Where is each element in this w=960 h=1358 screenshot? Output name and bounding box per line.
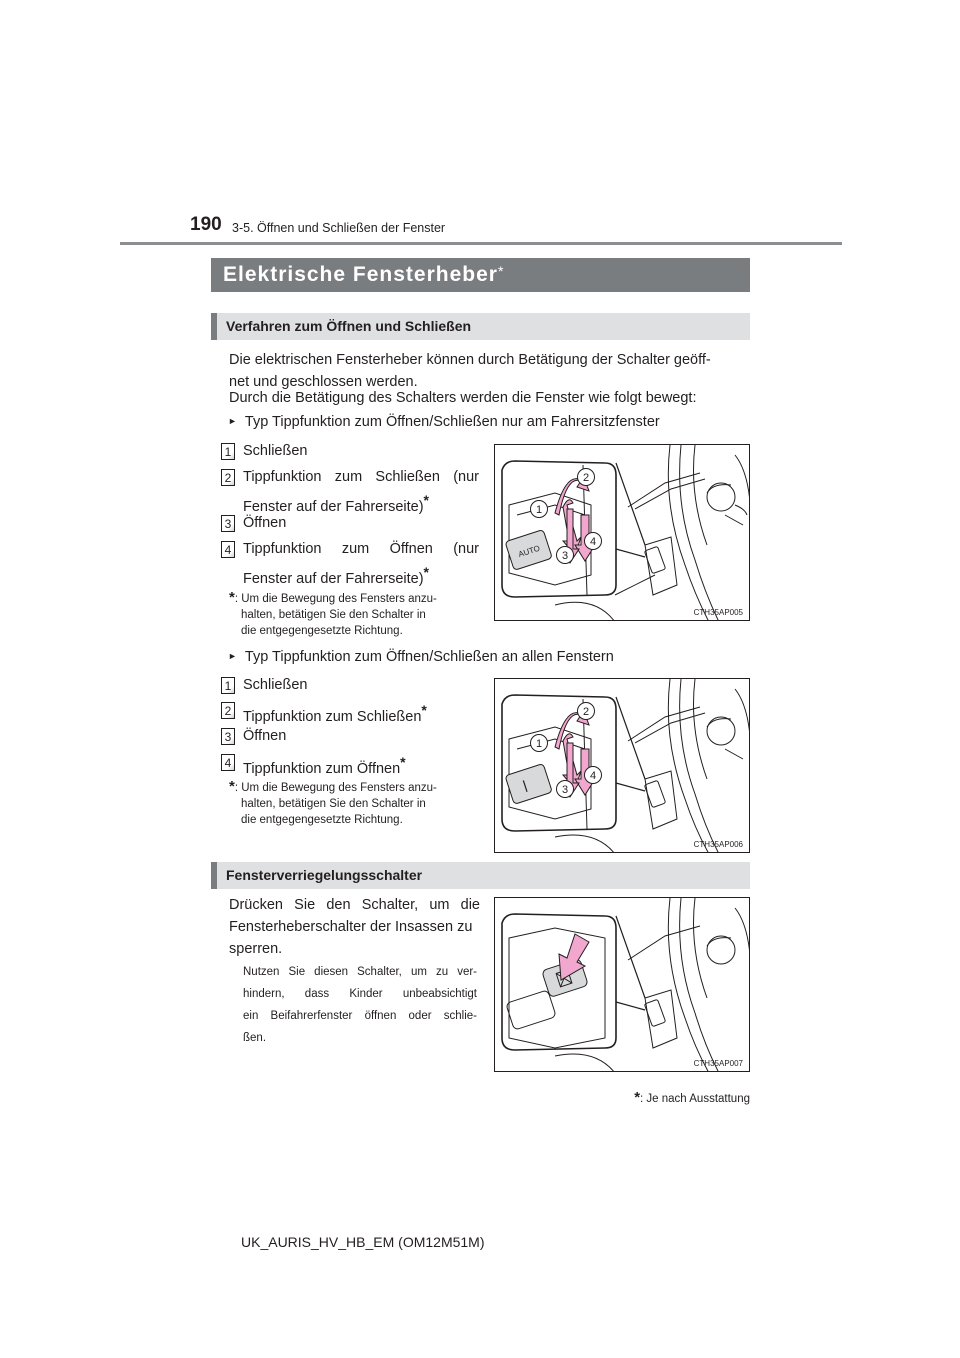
svg-text:4: 4 [589,770,597,782]
section-title: Elektrische Fensterheber [223,263,498,286]
bullet-type-driver-only: ► Typ Tippfunktion zum Öffnen/Schließen nur am Fahrersitzfenster [228,414,660,430]
bullet-type-all-windows: ► Typ Tippfunktion zum Öffnen/Schließen an allen Fenstern [228,649,614,665]
lock-note-line-3: ein Beifahrerfenster öffnen oder schlie- [243,1010,477,1022]
optional-equipment-mark: * [497,263,505,279]
item-label: Öffnen [243,515,287,531]
item-label: Tippfunktion zum Schließen (nur [243,469,479,485]
subheading-bar-lock-switch [211,862,750,889]
footnote-stop-motion: *: Um die Bewegung des Fensters anzu- halten, betätigen Sie den Schalter in die entgegengesetzte Richtung. [229,778,437,826]
equipment-footnote: *: Je nach Ausstattung [634,1089,750,1106]
item-number: 1 [221,677,235,694]
item-number: 4 [221,754,235,771]
item-label: Tippfunktion zum Öffnen (nur [243,541,479,557]
intro-line-1: Die elektrischen Fensterheber können durch Betätigung der Schalter geöff- [229,352,711,368]
item-number: 4 [221,541,235,558]
lock-para-line-3: sperren. [229,941,283,957]
item-label-cont: Fenster auf der Fahrerseite)* [243,492,429,515]
figure-code: CTH35AP007 [693,1059,743,1068]
page-number: 190 [190,214,222,235]
footnote-stop-motion: *: Um die Bewegung des Fensters anzu- halten, betätigen Sie den Schalter in die entgegengesetzte Richtung. [229,589,437,637]
svg-text:3: 3 [561,784,569,796]
svg-text:1: 1 [535,738,543,750]
window-switch-illustration [495,445,750,621]
figure-code: CTH35AP005 [693,608,743,617]
item-number: 2 [221,702,235,719]
item-label: Tippfunktion zum Schließen* [243,702,427,725]
item-label: Tippfunktion zum Öffnen* [243,754,406,777]
item-number: 3 [221,728,235,745]
figure-all-windows-switch [494,678,750,853]
item-label-cont: Fenster auf der Fahrerseite)* [243,564,429,587]
section-title-bar [211,258,750,292]
lock-note-line-1: Nutzen Sie diesen Schalter, um zu ver- [243,966,477,978]
lock-note-line-2: hindern, dass Kinder unbeabsichtigt [243,988,477,1000]
item-number: 3 [221,515,235,532]
bullet-triangle-icon: ► [228,416,237,426]
svg-text:1: 1 [535,504,543,516]
item-label: Schließen [243,443,308,459]
svg-text:3: 3 [561,550,569,562]
subheading-bar-open-close [211,313,750,340]
lock-para-line-2: Fensterheberschalter der Insassen zu [229,919,473,935]
figure-code: CTH35AP006 [693,840,743,849]
item-number: 2 [221,469,235,486]
window-lock-illustration [495,898,750,1072]
document-footer: UK_AURIS_HV_HB_EM (OM12M51M) [241,1234,485,1250]
item-label: Öffnen [243,728,287,744]
subheading-lock-switch: Fensterverriegelungsschalter [226,867,423,883]
svg-text:4: 4 [589,536,597,548]
figure-driver-switch-auto [494,444,750,621]
intro-line-3: Durch die Betätigung des Schalters werden die Fenster wie folgt bewegt: [229,390,697,406]
window-switch-illustration [495,679,750,853]
intro-line-2: net und geschlossen werden. [229,374,418,390]
bullet-triangle-icon: ► [228,651,237,661]
subheading-open-close: Verfahren zum Öffnen und Schließen [226,318,472,334]
item-number: 1 [221,443,235,460]
lock-note-line-4: ßen. [243,1032,267,1044]
svg-text:2: 2 [582,472,590,484]
chapter-title: 3-5. Öffnen und Schließen der Fenster [232,221,446,235]
item-label: Schließen [243,677,308,693]
auto-switch-label: AUTO [517,543,542,560]
svg-text:2: 2 [582,706,590,718]
lock-para-line-1: Drücken Sie den Schalter, um die [229,897,480,913]
header-rule [120,242,842,245]
figure-window-lock-switch [494,897,750,1072]
